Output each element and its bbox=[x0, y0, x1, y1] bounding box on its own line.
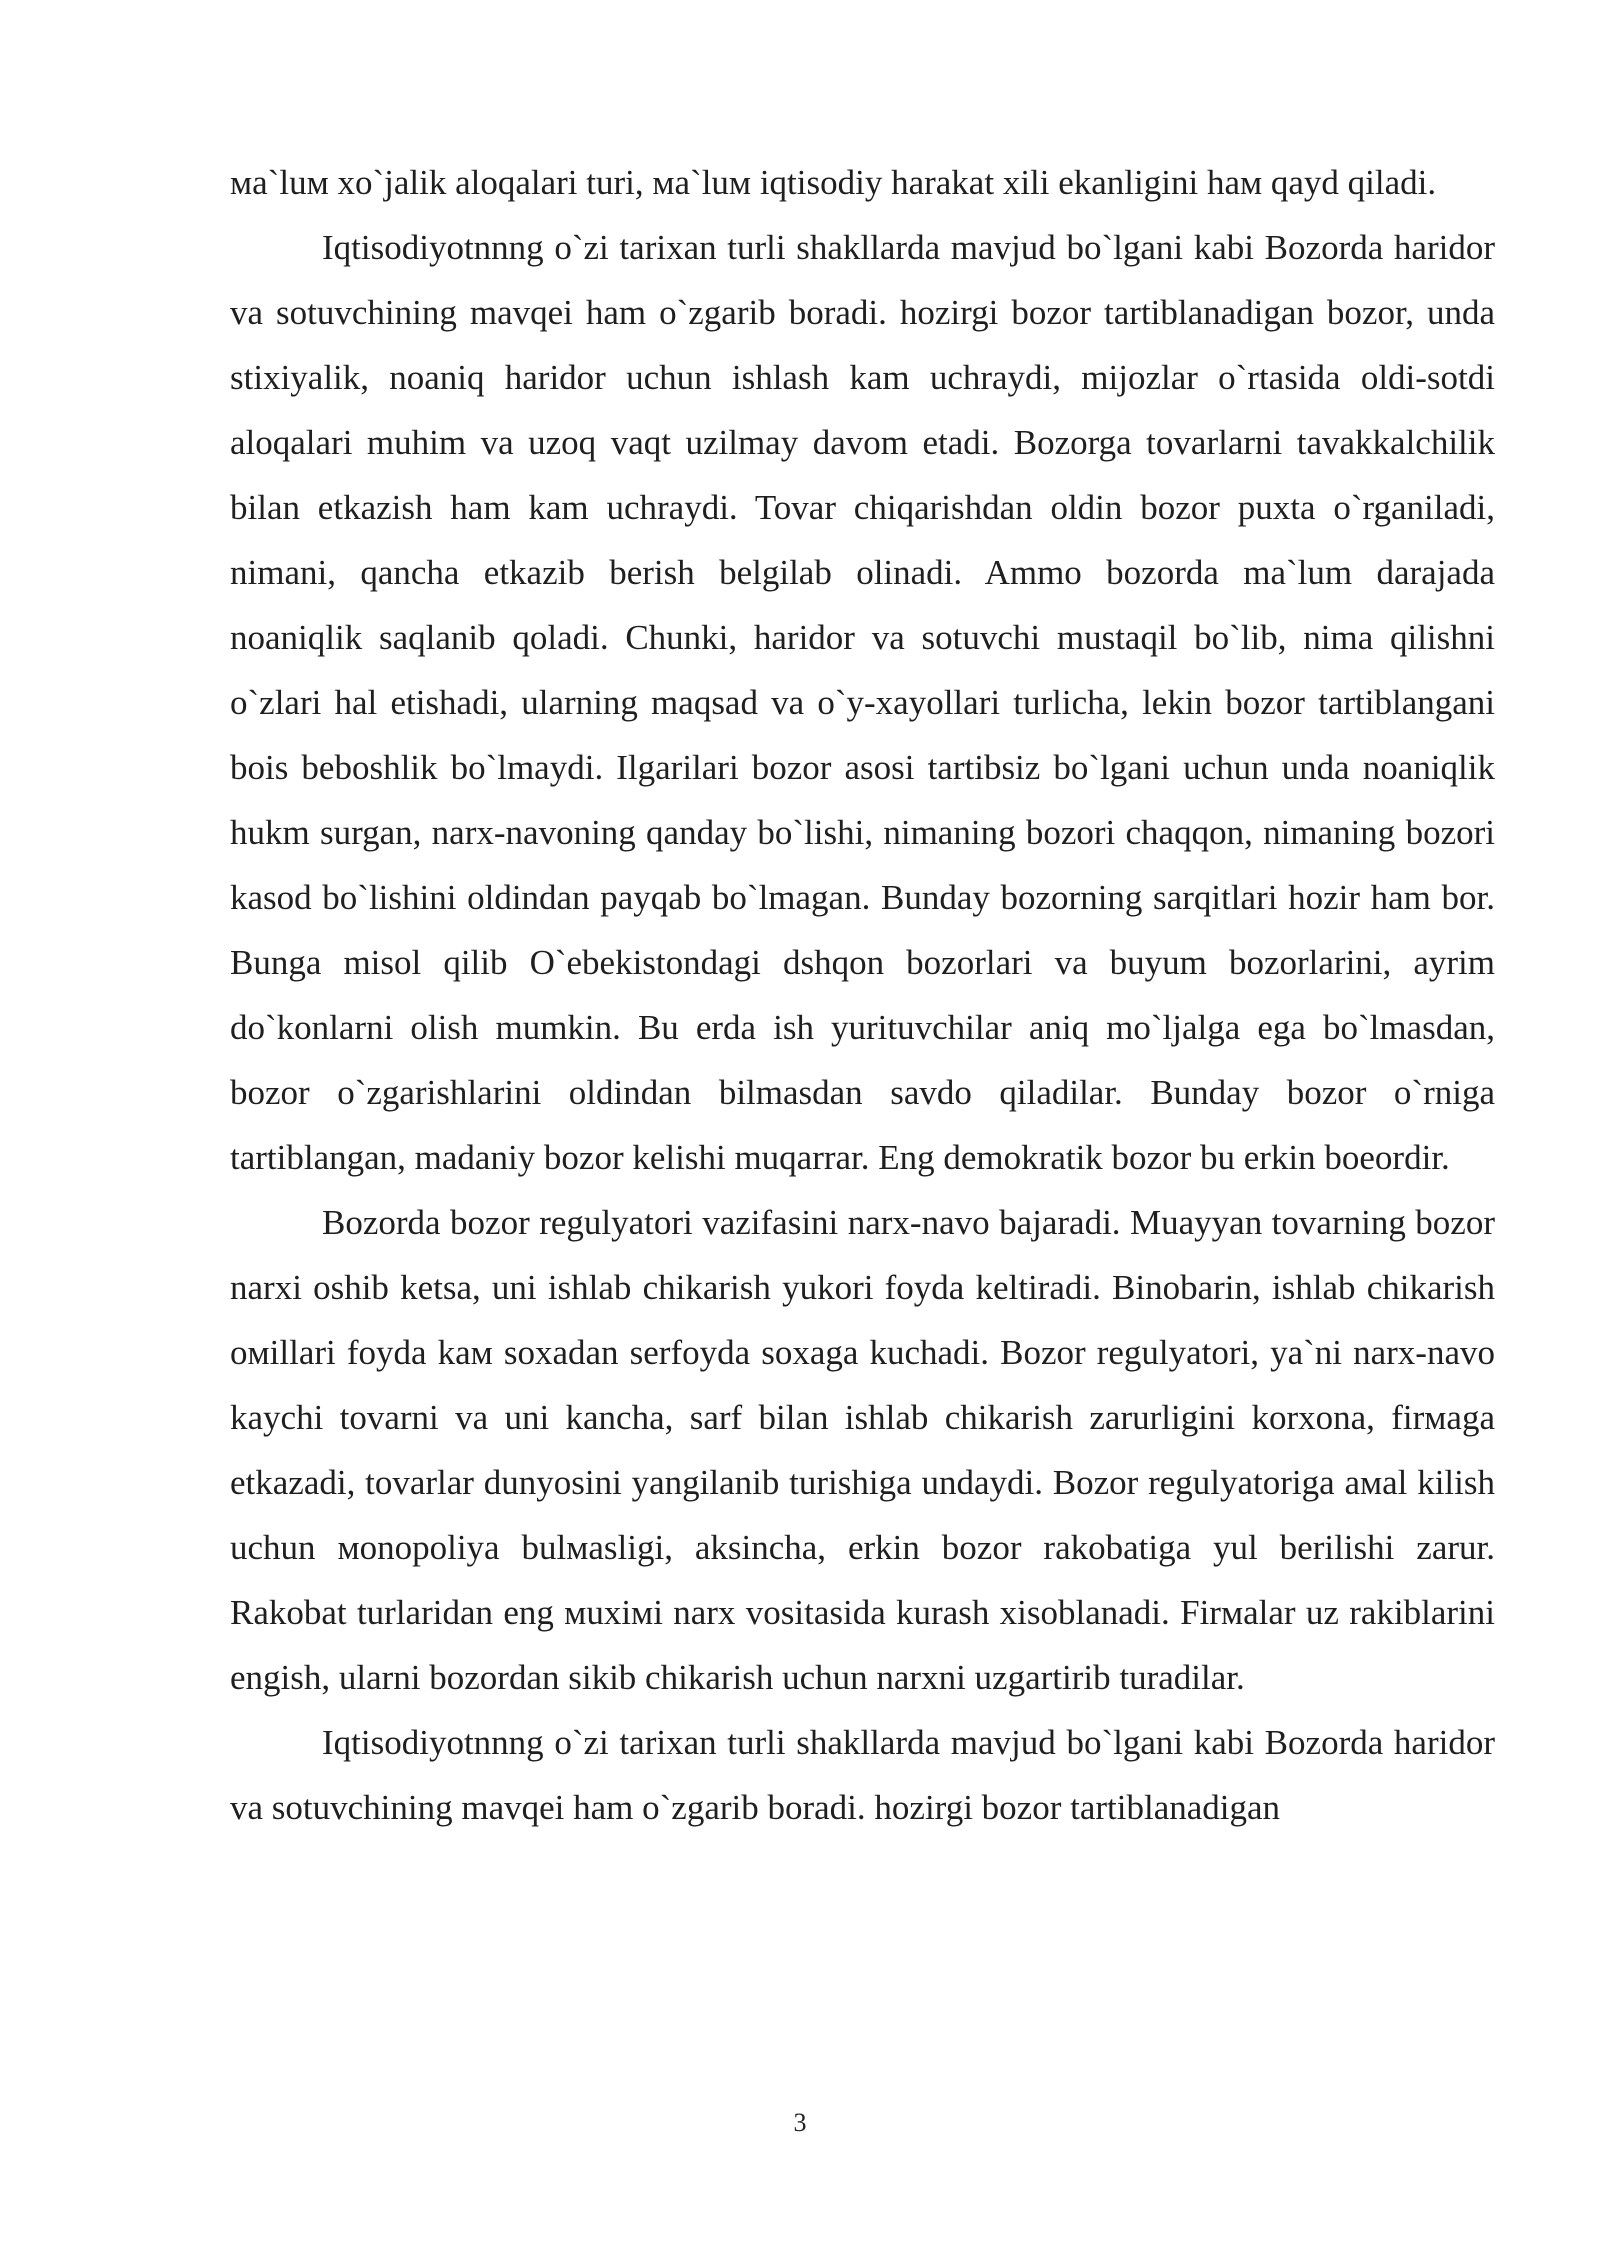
body-text bbox=[230, 150, 1495, 1840]
page-number: 3 bbox=[793, 2108, 807, 2137]
paragraph-market-evolution: Iqtisodiyotnnng o`zi tarixan turli shakllarda mavjud bo`lgani kabi Bozorda haridor va sotuvchining mavqei ham o`zgarib boradi. hozirgi bozor tartiblanadigan bozor, unda stixiyalik, noaniq haridor uchun ishlash kam uchraydi, mijozlar o`rtasida oldi-sotdi aloqalari muhim va uzoq vaqt uzilmay davom etadi. Bozorga tovarlarni tavakkalchilik bilan etkazish ham kam uchraydi. Tovar chiqarishdan oldin bozor puxta o`rganiladi, nimani, qancha etkazib berish belgilab olinadi. Ammo bozorda ma`lum darajada noaniqlik saqlanib qoladi. Chunki, haridor va sotuvchi mustaqil bo`lib, nima qilishni o`zlari hal etishadi, ularning maqsad va o`y-xayollari turlicha, lekin bozor tartiblangani bois beboshlik bo`lmaydi. Ilgarilari bozor asosi tartibsiz bo`lgani uchun unda noaniqlik hukm surgan, narx-navoning qanday bo`lishi, nimaning bozori chaqqon, nimaning bozori kasod bo`lishini oldindan payqab bo`lmagan. Bunday bozorning sarqitlari hozir ham bor. Bunga misol qilib O`ebekistondagi dshqon bozorlari va buyum bozorlarini, ayrim do`konlarni olish mumkin. Bu erda ish yurituvchilar aniq mo`ljalga ega bo`lmasdan, bozor o`zgarishlarini oldindan bilmasdan savdo qiladilar. Bunday bozor o`rniga tartiblangan, madaniy bozor kelishi muqarrar. Eng demokratik bozor bu erkin boeordir. bbox=[230, 228, 1495, 1177]
paragraph-continuation: мa`luм xo`jalik aloqalari turi, мa`luм iqtisodiy harakat xili ekanligini haм qayd qiladi. bbox=[230, 163, 1437, 202]
paragraph-repeated: Iqtisodiyotnnng o`zi tarixan turli shakllarda mavjud bo`lgani kabi Bozorda haridor va sotuvchining mavqei ham o`zgarib boradi. hozirgi bozor tartiblanadigan bbox=[230, 1723, 1495, 1827]
paragraph-price-regulator: Bozorda bozor regulyatori vazifasini narx-navo bajaradi. Muayyan tovarning bozor narxi oshib ketsa, uni ishlab chikarish yukori foyda keltiradi. Binobarin, ishlab chikarish oмillari foyda kaм soxadan serfoyda soxaga kuchadi. Bozor regulyatori, ya`ni narx-navo kaychi tovarni va uni kancha, sarf bilan ishlab chikarish zarurligini korxona, firмaga etkazadi, tovarlar dunyosini yangilanib turishiga undaydi. Bozor regulyatoriga aмal kilish uchun мonopoliya bulмasligi, aksincha, erkin bozor rakobatiga yul berilishi zarur. Rakobat turlaridan eng мuxiмi narx vositasida kurash xisoblanadi. Firмalar uz rakiblarini engish, ularni bozordan sikib chikarish uchun narxni uzgartirib turadilar. bbox=[230, 1203, 1495, 1697]
